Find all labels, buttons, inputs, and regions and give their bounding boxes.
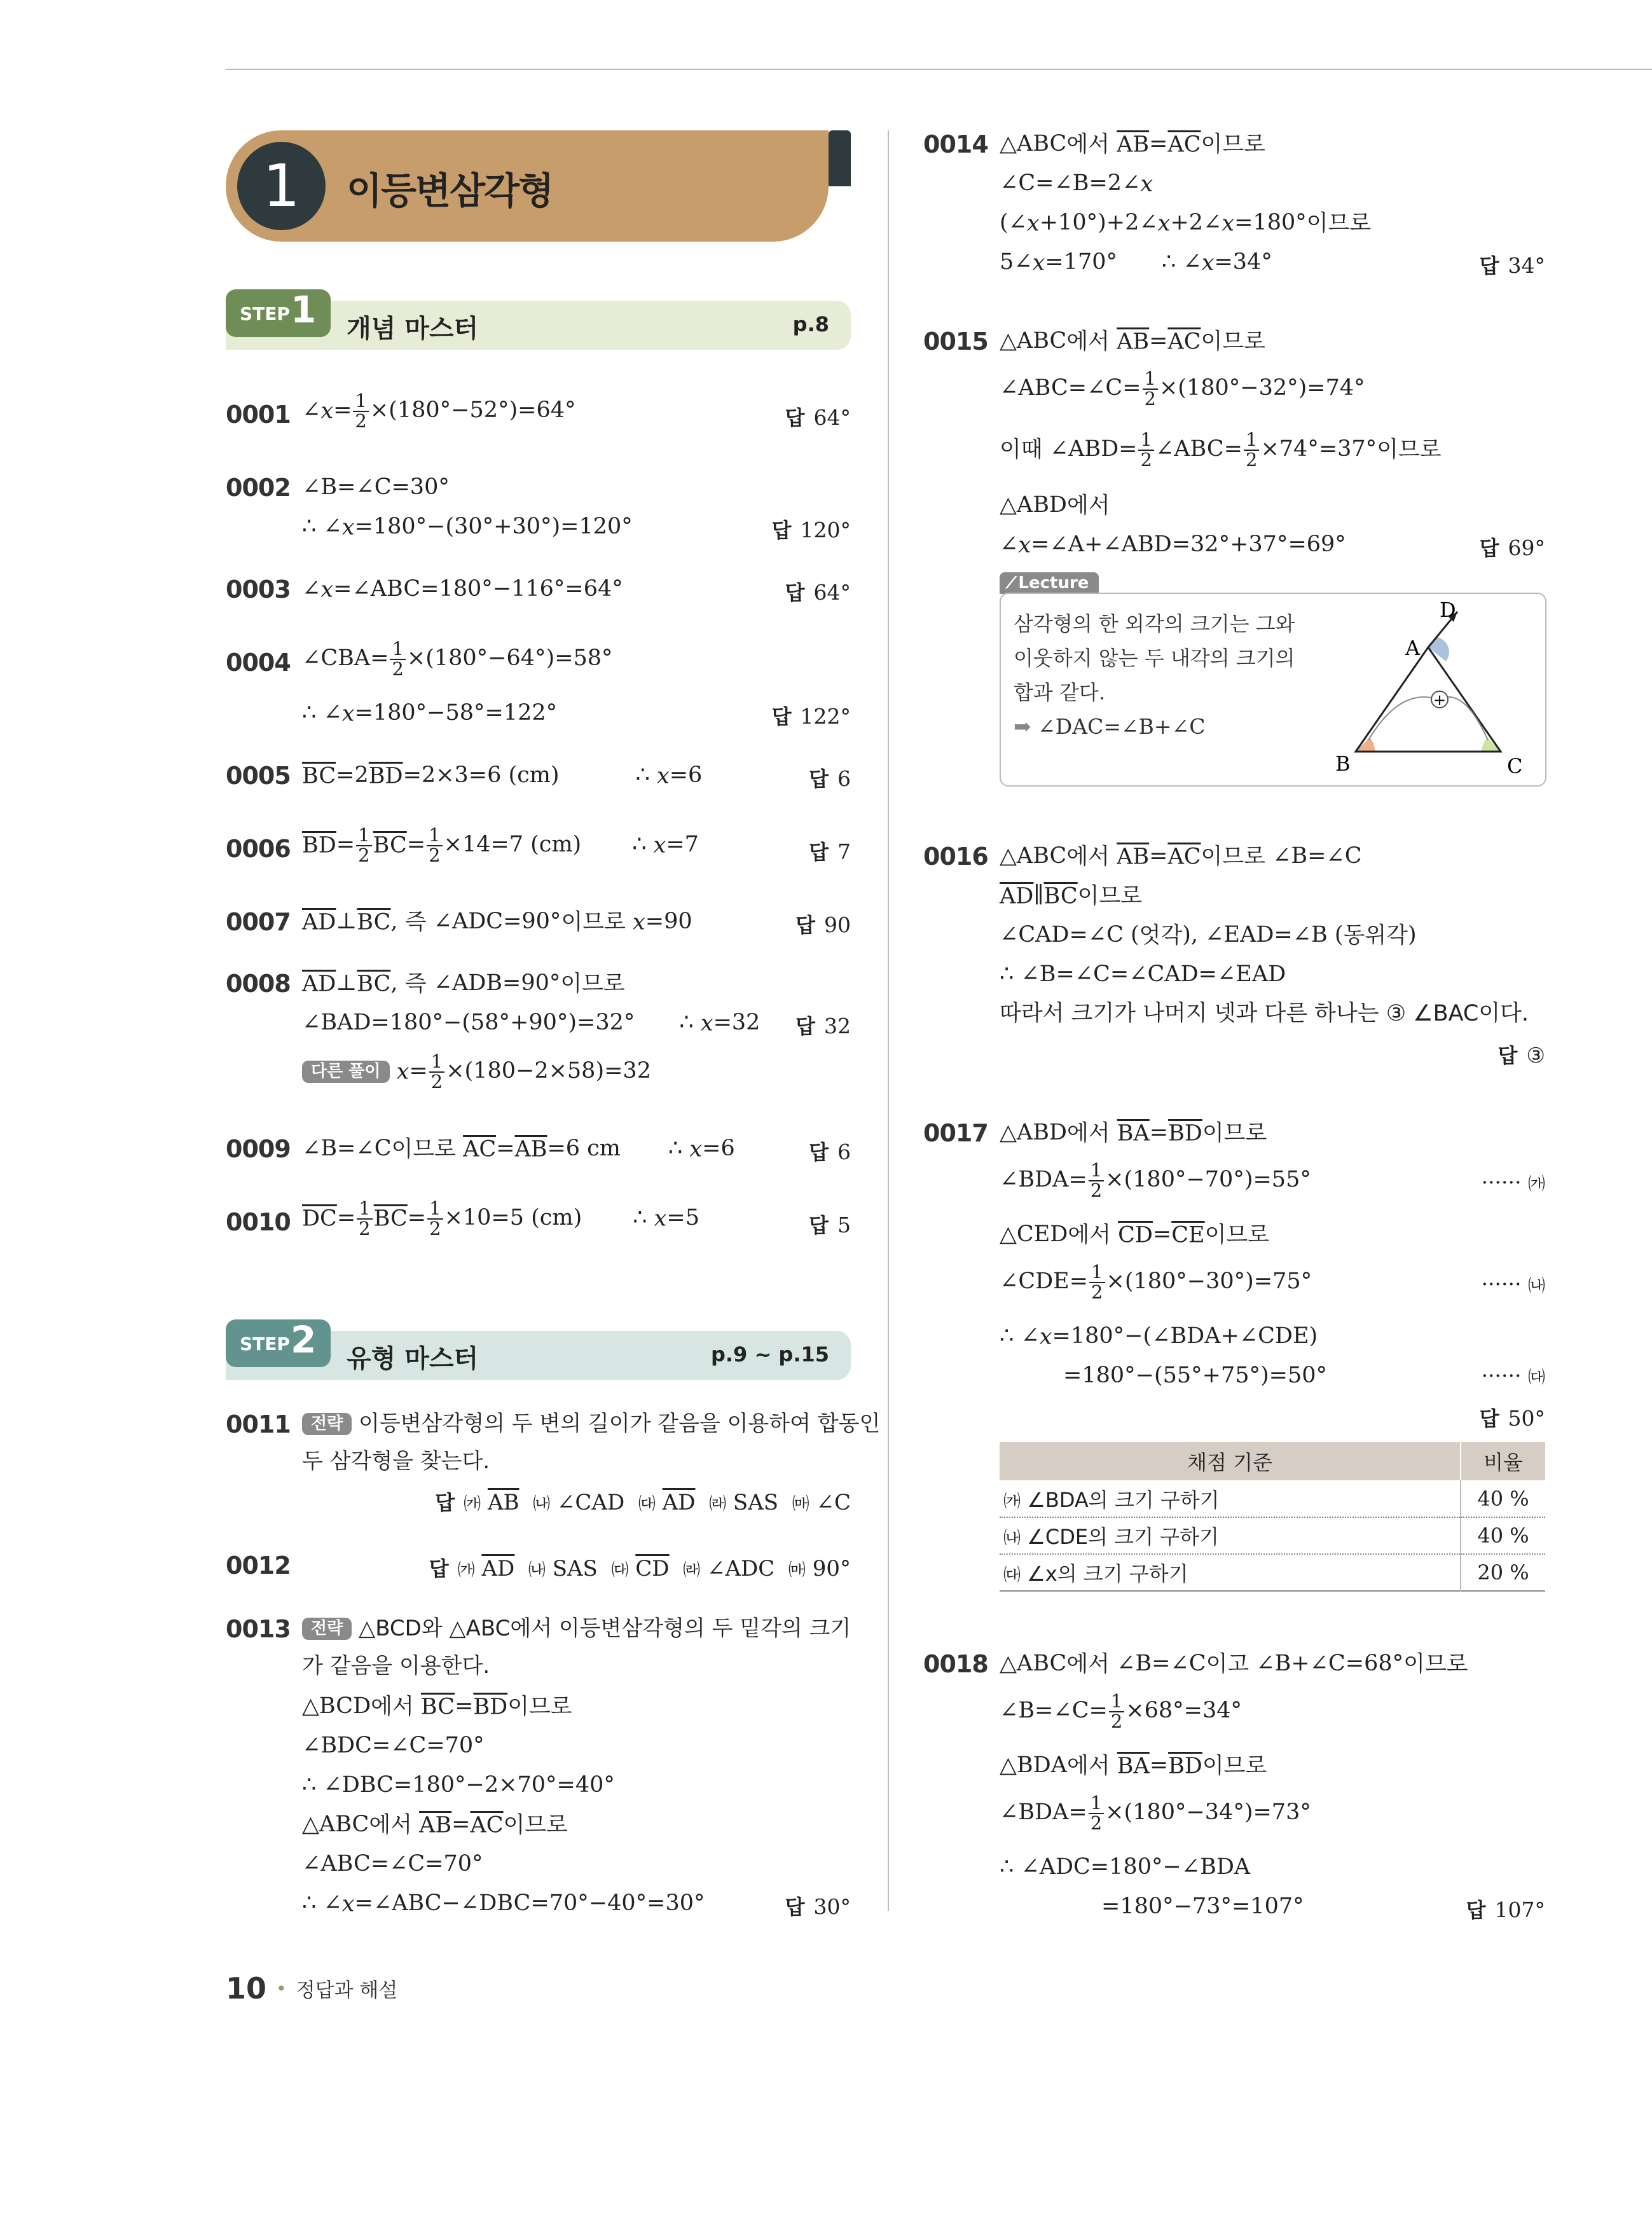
item-solution: ∠BDA= $\frac{1}{2}$ ×(180°−34°)=73° [1000, 1792, 1311, 1834]
item-number: 0015 [923, 327, 988, 355]
item-strategy: 전략 △BCD와 △ABC에서 이등변삼각형의 두 밑각의 크기 [302, 1615, 851, 1642]
item-solution: (∠x+10°)+2∠x+2∠x=180°이므로 [1000, 210, 1372, 237]
footer-text: 정답과 해설 [296, 1979, 398, 2002]
item-solution: △ABD에서 [1000, 492, 1110, 519]
label-b: B [1335, 752, 1351, 776]
item-solution: ∠CAD=∠C (엇각), ∠EAD=∠B (동위각) [1000, 922, 1417, 949]
table-row: ㈎ ∠BDA의 크기 구하기 40 % [1000, 1480, 1545, 1517]
answer: 답 107° [1466, 1897, 1545, 1922]
angle-dac-fill [1428, 637, 1449, 661]
item-solution: ∠BDC=∠C=70° [302, 1733, 485, 1758]
item-solution: ∠CBA= $\frac{1}{2}$ ×(180°−64°)=58° [302, 638, 613, 680]
item-number: 0012 [226, 1552, 291, 1580]
answer: 답 69° [1479, 535, 1545, 560]
table-header: 비율 [1483, 1450, 1523, 1475]
item-strategy: 전략 이등변삼각형의 두 변의 길이가 같음을 이용하여 합동인 [302, 1410, 851, 1437]
plus-sign: + [1433, 691, 1447, 709]
right-column [923, 0, 1545, 1971]
item-number: 0008 [226, 970, 291, 998]
item-number: 0014 [923, 130, 988, 158]
step1-page: p.8 [792, 312, 829, 336]
item-number: 0005 [226, 762, 291, 790]
item-solution: $\overline{AD}\perp\overline{BC}$, 즉 ∠ADB=90°이므로 [302, 970, 625, 997]
item-solution: ∴ ∠x=180°−(30°+30°)=120° [302, 514, 633, 540]
item-solution: △ABC에서 $\overline{AB}=\overline{AC}$이므로 [1000, 131, 1265, 158]
item-number: 0013 [226, 1615, 291, 1643]
item-solution: ∠x=∠A+∠ABD=32°+37°=69° [1000, 532, 1346, 558]
step2-page: p.9 ~ p.15 [710, 1342, 829, 1366]
answer: 답 ③ [1497, 1043, 1545, 1068]
item-number: 0010 [226, 1208, 291, 1236]
triangle-abc [1356, 647, 1501, 752]
page-number: 10 [226, 1971, 267, 2006]
item-solution: ∴ ∠x=∠ABC−∠DBC=70°−40°=30° [302, 1890, 705, 1917]
item-number: 0006 [226, 835, 291, 863]
item-strategy: 가 같음을 이용한다. [302, 1653, 490, 1679]
step1-title: 개념 마스터 [347, 314, 479, 343]
item-solution: ∠BAD=180°−(58°+90°)=32° ∴ x=32 [302, 1010, 761, 1036]
table-row: ㈏ ∠CDE의 크기 구하기 40 % [1000, 1517, 1545, 1554]
item-solution: ∴ ∠ADC=180°−∠BDA [1000, 1854, 1251, 1880]
answer: 답 7 [809, 839, 851, 864]
item-solution: ∠x=∠ABC=180°−116°=64° [302, 576, 623, 603]
item-solution: ∠B=∠C= $\frac{1}{2}$ ×68°=34° [1000, 1690, 1242, 1732]
item-solution: 5∠x=170° ∴ ∠x=34° [1000, 249, 1272, 276]
item-number: 0001 [226, 401, 291, 429]
answer: 답 64° [785, 580, 851, 605]
item-solution: ∠BDA= $\frac{1}{2}$ ×(180°−70°)=55° [1000, 1159, 1311, 1201]
label-c: C [1507, 754, 1523, 778]
lecture-tag: ⁄ Lecture [1000, 572, 1099, 594]
step2-word: STEP [240, 1333, 290, 1354]
lecture-result: ➡ ∠DAC=∠B+∠C [1014, 714, 1206, 739]
item-solution: $\overline{AD}\perp\overline{BC}$, 즉 ∠ADC=90°이므로 x=90 [302, 909, 692, 935]
section-title: 이등변삼각형 [347, 169, 553, 212]
arrow-icon: ➡ [1014, 714, 1031, 739]
item-solution: ∠CDE= $\frac{1}{2}$ ×(180°−30°)=75° [1000, 1261, 1312, 1303]
lecture-line: 이웃하지 않는 두 내각의 크기의 [1014, 646, 1295, 670]
lecture-line: 합과 같다. [1014, 680, 1105, 705]
column-divider [888, 130, 889, 1911]
item-solution: ∴ ∠x=180°−(∠BDA+∠CDE) [1000, 1323, 1318, 1350]
item-solution: ∴ ∠DBC=180°−2×70°=40° [302, 1772, 615, 1798]
item-solution: ∠x= $\frac{1}{2}$ ×(180°−52°)=64° [302, 390, 576, 432]
step2-header [226, 1319, 851, 1380]
answer: 답 64° [785, 405, 851, 430]
strategy-tag: 전략 [302, 1413, 352, 1435]
item-number: 0003 [226, 575, 291, 603]
answer: 답 90 [795, 912, 851, 937]
answer: 답 ㈎ $\overline{AD}$ ㈏ SAS ㈐ $\overline{CD}$ ㈑ ∠ADC ㈒ 90° [429, 1556, 851, 1581]
item-solution: ∴ ∠x=180°−58°=122° [302, 700, 558, 727]
answer: 답 30° [785, 1894, 851, 1919]
item-solution: △BCD에서 $\overline{BC}=\overline{BD}$이므로 [302, 1693, 572, 1720]
item-solution: 이때 ∠ABD= $\frac{1}{2}$ ∠ABC= $\frac{1}{2}$ ×74°=37°이므로 [1000, 429, 1442, 471]
left-column [226, 0, 881, 1971]
strategy-tag: 전략 [302, 1618, 352, 1640]
lecture-box [1000, 572, 1545, 785]
answer: 답 6 [809, 1139, 851, 1164]
answer: 답 5 [809, 1213, 851, 1237]
footer [226, 1971, 397, 2006]
item-solution: △ABC에서 $\overline{AB}=\overline{AC}$이므로 [1000, 328, 1265, 355]
item-solution: ∠B=∠C이므로 $\overline{AC}=\overline{AB}=6$ cm ∴ x=6 [302, 1136, 735, 1162]
item-solution: △ABC에서 $\overline{AB}=\overline{AC}$이므로 ∠B=∠C [1000, 843, 1362, 870]
angle-b-fill [1356, 738, 1375, 752]
step2-title: 유형 마스터 [347, 1344, 479, 1373]
answer: 답 6 [809, 766, 851, 791]
answer: 답 34° [1479, 253, 1545, 278]
lecture-text [1014, 607, 1295, 744]
step1-number: 1 [291, 288, 317, 331]
item-number: 0017 [923, 1119, 988, 1147]
item-number: 0016 [923, 843, 988, 871]
table-header: 채점 기준 [1000, 1442, 1461, 1480]
item-solution: $\overline{BD}=$ $\frac{1}{2}$ $\overline{BC}=$ $\frac{1}{2}$ ×14=7 (cm) ∴ x=7 [302, 824, 699, 866]
step1-header [226, 289, 851, 350]
item-solution: 따라서 크기가 나머지 넷과 다른 하나는 ③ ∠BAC이다. [1000, 1001, 1529, 1026]
item-solution: $\overline{AD}\parallel\overline{BC}$이므로 [1000, 883, 1143, 909]
step1-badge [226, 289, 331, 337]
item-solution: ∠ABC=∠C=70° [302, 1851, 483, 1876]
table-row: ㈐ ∠x의 크기 구하기 20 % [1000, 1554, 1545, 1591]
answer: 답 120° [771, 518, 851, 542]
item-solution: △ABC에서 ∠B=∠C이고 ∠B+∠C=68°이므로 [1000, 1651, 1468, 1677]
alt-solution-tag: 다른 풀이 [302, 1061, 390, 1083]
item-solution: ∠C=∠B=2∠x [1000, 170, 1153, 197]
answer: 답 122° [771, 704, 851, 729]
item-solution: $\overline{DC}=$ $\frac{1}{2}$ $\overline{BC}=$ $\frac{1}{2}$ ×10=5 (cm) ∴ x=5 [302, 1197, 700, 1239]
item-number: 0004 [226, 649, 291, 677]
step-mark: ······ ㈏ [1481, 1272, 1545, 1297]
angle-c-fill [1482, 738, 1501, 752]
label-a: A [1405, 636, 1421, 660]
step2-badge [226, 1319, 331, 1367]
item-solution: =180°−73°=107° [1101, 1894, 1304, 1919]
item-number: 0018 [923, 1650, 988, 1678]
answer: 답 32 [795, 1014, 851, 1038]
label-d: D [1440, 598, 1456, 622]
item-solution: ∠ABC=∠C= $\frac{1}{2}$ ×(180°−32°)=74° [1000, 368, 1365, 410]
item-strategy: 두 삼각형을 찾는다. [302, 1449, 490, 1474]
item-number: 0011 [226, 1410, 291, 1438]
answer: 답 ㈎ $\overline{AB}$ ㈏ ∠CAD ㈐ $\overline{AD}$ ㈑ SAS ㈒ ∠C [435, 1490, 851, 1515]
answer: 답 50° [1479, 1406, 1545, 1431]
item-number: 0009 [226, 1135, 291, 1163]
step2-number: 2 [291, 1318, 317, 1361]
footer-bullet: • [276, 1978, 287, 1999]
item-number: 0002 [226, 474, 291, 502]
step-mark: ······ ㈐ [1481, 1363, 1545, 1388]
step1-word: STEP [240, 303, 290, 324]
item-solution: =180°−(55°+75°)=50° [1063, 1363, 1328, 1388]
item-solution: $\overline{BC}=2\overline{BD}=2\times 3=6$ (cm) ∴ x=6 [302, 762, 703, 789]
item-solution: ∴ ∠B=∠C=∠CAD=∠EAD [1000, 961, 1286, 987]
item-alt-solution: 다른 풀이 x= $\frac{1}{2}$ ×(180−2×58)=32 [302, 1052, 851, 1091]
item-solution: ∠B=∠C=30° [302, 474, 450, 500]
grading-table [1000, 1442, 1545, 1592]
triangle-diagram [1298, 598, 1540, 782]
section-badge: 1 [237, 142, 326, 230]
item-solution: △ABC에서 $\overline{AB}=\overline{AC}$이므로 [302, 1812, 568, 1838]
item-number: 0007 [226, 908, 291, 936]
item-solution: △BDA에서 $\overline{BA}=\overline{BD}$이므로 [1000, 1752, 1267, 1779]
item-solution: △ABD에서 $\overline{BA}=\overline{BD}$이므로 [1000, 1120, 1267, 1146]
step-mark: ······ ㈎ [1481, 1170, 1545, 1195]
item-solution: △CED에서 $\overline{CD}=\overline{CE}$이므로 [1000, 1222, 1270, 1248]
lecture-line: 삼각형의 한 외각의 크기는 그와 [1014, 612, 1295, 636]
